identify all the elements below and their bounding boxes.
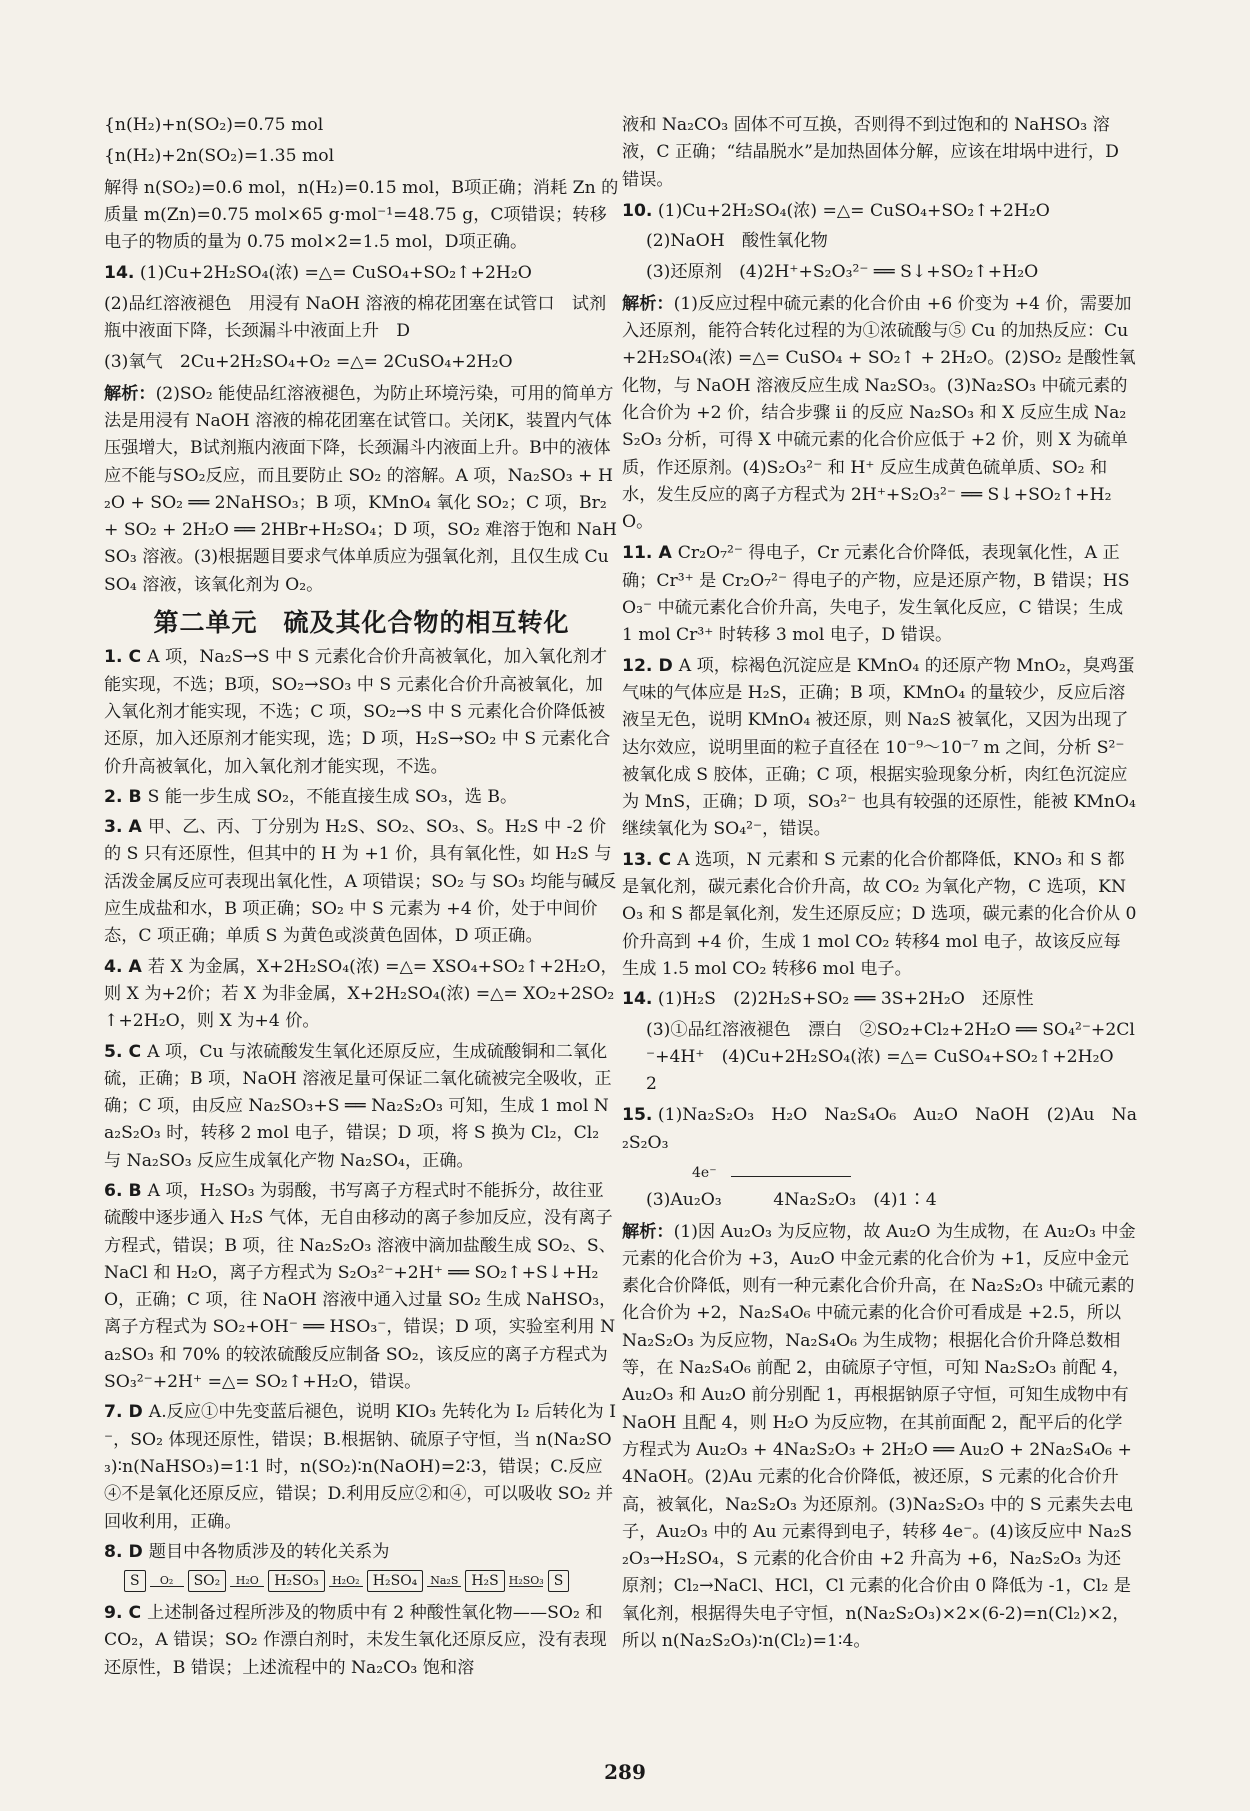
conversion-chain	[124, 1570, 619, 1592]
answer-part-3: (3)还原剂 (4)2H⁺+S₂O₃²⁻ ══ S↓+SO₂↑+H₂O	[646, 262, 1039, 283]
question-item-8	[104, 1539, 619, 1566]
question-item-6	[104, 1178, 619, 1396]
explanation: S 能一步生成 SO₂，不能直接生成 SO₃，选 B。	[147, 786, 518, 807]
chain-reagent: H₂O	[235, 1574, 259, 1588]
question-14-left	[104, 260, 619, 287]
explanation: A 项，H₂SO₃ 为弱酸，书写离子方程式时不能拆分，故往亚硫酸中逐步通入 H₂S 气体，无自由移动的离子参加反应，没有离子方程式，错误；B 项，往 Na₂S₂O₃ 溶液中滴加盐酸生成 SO₂、S、NaCl 和 H₂O，离子方程式为 S₂O₃²⁻+2H⁺ ══ SO₂↑+S↓+H₂O，正确；C 项，往 NaOH 溶液中通入过量 SO₂ 生成 NaHSO₃，离子方程式为 SO₂+OH⁻ ══ HSO₃⁻，错误；D 项，实验室利用 Na₂SO₃ 和 70% 的较浓硫酸反应制备 SO₂，该反应的离子方程式为 SO₃²⁻+2H⁺ =△= SO₂↑+H₂O，错误。	[104, 1180, 617, 1393]
answer-part-1: (1)Cu+2H₂SO₄(浓) =△= CuSO₄+SO₂↑+2H₂O	[139, 263, 532, 284]
chain-arrow	[329, 1575, 363, 1587]
question-14-right	[622, 986, 1137, 1013]
question-number: 14.	[104, 263, 135, 284]
answer-part-3: (3)氧气 2Cu+2H₂SO₄+O₂ =△= 2CuSO₄+2H₂O	[104, 352, 513, 373]
answer-choice: C	[128, 647, 142, 668]
solution-text: 解得 n(SO₂)=0.6 mol，n(H₂)=0.15 mol，B项正确；消耗 Zn 的质量 m(Zn)=0.75 mol×65 g·mol⁻¹=48.75 g，C项错误；转移电子的物质的量为 0.75 mol×2=1.5 mol，D项正确。	[104, 177, 619, 253]
chain-reagent: H₂SO₃	[508, 1574, 544, 1588]
explanation: Cr₂O₇²⁻ 得电子，Cr 元素化合价降低，表现氧化性，A 正确；Cr³⁺ 是 Cr₂O₇²⁻ 得电子的产物，应是还原产物，B 错误；HSO₃⁻ 中硫元素化合价升高，失电子，发生氧化反应，C 错误；生成 1 mol Cr³⁺ 时转移 3 mol 电子，D 错误。	[622, 543, 1130, 646]
chain-arrow	[509, 1575, 544, 1587]
analysis-block	[622, 291, 1137, 537]
explanation: 若 X 为金属，X+2H₂SO₄(浓) =△= XSO₄+SO₂↑+2H₂O，则 X 为+2价；若 X 为非金属，X+2H₂SO₄(浓) =△= XO₂+2SO₂↑+2H₂O，则 X 为+4 价。	[104, 956, 618, 1032]
question-number: 15.	[622, 1105, 653, 1126]
answer-choice: C	[128, 1603, 142, 1624]
question-number: 1.	[104, 647, 123, 668]
chain-arrow	[427, 1575, 461, 1587]
explanation: 甲、乙、丙、丁分别为 H₂S、SO₂、SO₃、S。H₂S 中 -2 价的 S 只有还原性，但其中的 H 为 +1 价，具有氧化性，如 H₂S 与活泼金属反应可表现出氧化性，A 项错误；SO₂ 与 SO₃ 均能与碱反应生成盐和水，B 项正确；SO₂ 中 S 元素为 +4 价，处于中间价态，C 项正确；单质 S 为黄色或淡黄色固体，D 项正确。	[104, 817, 617, 947]
chain-reagent: Na₂S	[430, 1574, 459, 1588]
question-item-5	[104, 1039, 619, 1175]
question-item-7	[104, 1399, 619, 1535]
question-item-12	[622, 653, 1137, 844]
equation-line-1: {n(H₂)+n(SO₂)=0.75 mol	[104, 115, 324, 135]
explanation: A 选项，N 元素和 S 元素的化合价都降低，KNO₃ 和 S 都是氧化剂，碳元素化合价升高，故 CO₂ 为氧化产物，C 选项，KNO₃ 和 S 都是氧化剂，发生还原反应；D 选项，碳元素的化合价从 0 价升高到 +4 价，生成 1 mol CO₂ 转移4 mol 电子，故该反应每生成 1.5 mol CO₂ 转移6 mol 电子。	[622, 849, 1137, 979]
answer-part-1: (1)Na₂S₂O₃ H₂O Na₂S₄O₆ Au₂O NaOH (2)Au Na₂S₂O₃	[622, 1105, 1137, 1153]
right-column	[622, 112, 1137, 1659]
electron-transfer-label	[692, 1160, 1137, 1187]
electron-transfer-bracket	[731, 1176, 851, 1177]
analysis-label: 解析：	[622, 293, 674, 314]
question-number: 3.	[104, 817, 123, 838]
question-number: 12.	[622, 655, 653, 676]
question-number: 11.	[622, 543, 653, 564]
reactant-label-2: 4Na₂S₂O₃ (4)1∶4	[773, 1190, 937, 1211]
answer-part-1: (1)Cu+2H₂SO₄(浓) =△= CuSO₄+SO₂↑+2H₂O	[657, 200, 1050, 221]
question-item-3	[104, 814, 619, 950]
chain-node: H₂SO₄	[367, 1570, 424, 1592]
electron-count: 4e⁻	[692, 1164, 717, 1181]
chain-reagent: H₂O₂	[332, 1574, 360, 1588]
continued-text: 液和 Na₂CO₃ 固体不可互换，否则得不到过饱和的 NaHSO₃ 溶液，C 正确；“结晶脱水”是加热固体分解，应该在坩埚中进行，D 错误。	[622, 115, 1119, 190]
question-item-1	[104, 644, 619, 780]
answer-choice: A	[128, 956, 142, 977]
answer-choice: D	[128, 1402, 143, 1423]
analysis-text: (2)SO₂ 能使品红溶液褪色，为防止环境污染，可用的简单方法是用浸有 NaOH 溶液的棉花团塞在试管口。关闭K，装置内气体压强增大，B试剂瓶内液面下降，长颈漏斗内液面上升。B中的液体应不能与SO₂反应，而且要防止 SO₂ 的溶解。A 项，Na₂SO₃ + H₂O + SO₂ ══ 2NaHSO₃；B 项，KMnO₄ 氧化 SO₂；C 项，Br₂ + SO₂ + 2H₂O ══ 2HBr+H₂SO₄；D 项，SO₂ 难溶于饱和 NaHSO₃ 溶液。(3)根据题目要求气体单质应为强氧化剂，且仅生成 CuSO₄ 溶液，该氧化剂为 O₂。	[104, 383, 617, 595]
question-number: 8.	[104, 1541, 123, 1562]
equation-line-2: {n(H₂)+2n(SO₂)=1.35 mol	[104, 146, 335, 167]
explanation: 题目中各物质涉及的转化关系为	[148, 1541, 390, 1562]
explanation: A 项，棕褐色沉淀应是 KMnO₄ 的还原产物 MnO₂，臭鸡蛋气味的气体应是 H₂S，正确；B 项，KMnO₄ 的量较少，反应后溶液呈无色，说明 KMnO₄ 被还原，则 Na₂S 被氧化，又因为出现了达尔效应，说明里面的粒子直径在 10⁻⁹～10⁻⁷ m 之间，分析 S²⁻ 被氧化成 S 胶体，正确；C 项，根据实验现象分析，肉红色沉淀应为 MnS，正确；D 项，SO₃²⁻ 也具有较强的还原性，能被 KMnO₄ 继续氧化为 SO₄²⁻，错误。	[622, 655, 1136, 840]
answer-choice: A	[128, 817, 142, 838]
answer-choice: C	[128, 1041, 142, 1062]
question-number: 10.	[622, 200, 653, 221]
answer-part-2: (2)NaOH 酸性氧化物	[646, 231, 828, 252]
page-number: 289	[604, 1760, 646, 1784]
question-item-4	[104, 954, 619, 1036]
question-number: 9.	[104, 1603, 123, 1624]
reactant-label: (3)Au₂O₃	[646, 1190, 722, 1211]
question-10	[622, 198, 1137, 225]
answer-choice: B	[128, 786, 142, 807]
question-number: 5.	[104, 1041, 123, 1062]
chain-reagent: O₂	[159, 1574, 174, 1588]
analysis-label: 解析：	[104, 383, 156, 404]
explanation: A 项，Na₂S→S 中 S 元素化合价升高被氧化，加入氧化剂才能实现，不选；B项，SO₂→SO₃ 中 S 元素化合价升高被氧化，加入氧化剂才能实现，不选；C 项，SO₂→S 中 S 元素化合价降低被还原，加入还原剂才能实现，选；D 项，H₂S→SO₂ 中 S 元素化合价升高被氧化，加入氧化剂才能实现，不选。	[104, 647, 611, 777]
question-item-9	[104, 1600, 619, 1682]
answer-part-2: (3)①品红溶液褪色 漂白 ②SO₂+Cl₂+2H₂O ══ SO₄²⁻+2Cl⁻+4H⁺ (4)Cu+2H₂SO₄(浓) =△= CuSO₄+SO₂↑+2H₂O 2	[646, 1019, 1135, 1095]
chain-node: H₂SO₃	[268, 1570, 325, 1592]
analysis-label: 解析：	[622, 1221, 674, 1242]
chain-node: SO₂	[188, 1570, 227, 1592]
question-number: 4.	[104, 956, 123, 977]
explanation: A.反应①中先变蓝后褪色，说明 KIO₃ 先转化为 I₂ 后转化为 I⁻，SO₂ 体现还原性，错误；B.根据钠、硫原子守恒，当 n(Na₂SO₃)∶n(NaHSO₃)=1∶1 时，n(SO₂)∶n(NaOH)=2∶3，错误；C.反应④不是氧化还原反应，错误；D.利用反应②和④，可以吸收 SO₂ 并回收利用，正确。	[104, 1402, 616, 1532]
explanation: A 项，Cu 与浓硫酸发生氧化还原反应，生成硫酸铜和二氧化硫，正确；B 项，NaOH 溶液足量可保证二氧化硫被完全吸收，正确；C 项，由反应 Na₂SO₃+S ══ Na₂S₂O₃ 可知，生成 1 mol Na₂S₂O₃ 时，转移 2 mol 电子，错误；D 项，将 S 换为 Cl₂，Cl₂ 与 Na₂SO₃ 反应生成氧化产物 Na₂SO₄，正确。	[104, 1041, 612, 1171]
answer-part-2	[622, 1187, 1137, 1214]
chain-node: S	[124, 1570, 146, 1592]
answer-part-1: (1)H₂S (2)2H₂S+SO₂ ══ 3S+2H₂O 还原性	[657, 989, 1034, 1010]
analysis-block	[622, 1219, 1137, 1656]
question-number: 7.	[104, 1402, 123, 1423]
answer-choice: A	[658, 543, 672, 564]
answer-part-2: (2)品红溶液褪色 用浸有 NaOH 溶液的棉花团塞在试管口 试剂瓶中液面下降，长颈漏斗中液面上升 D	[104, 293, 607, 342]
chain-arrow	[150, 1575, 184, 1587]
answer-choice: D	[128, 1541, 143, 1562]
analysis-block	[104, 381, 619, 599]
question-number: 2.	[104, 786, 123, 807]
chain-node: S	[548, 1570, 570, 1592]
question-number: 14.	[622, 989, 653, 1010]
question-item-2	[104, 784, 619, 811]
question-number: 6.	[104, 1180, 123, 1201]
analysis-text: (1)反应过程中硫元素的化合价由 +6 价变为 +4 价，需要加入还原剂，能符合转化过程的为①浓硫酸与⑤ Cu 的加热反应：Cu+2H₂SO₄(浓) =△= CuSO₄ + SO₂↑ + 2H₂O。(2)SO₂ 是酸性氧化物，与 NaOH 溶液反应生成 Na₂SO₃。(3)Na₂SO₃ 中硫元素的化合价为 +2 价，结合步骤 ii 的反应 Na₂SO₃ 和 X 反应生成 Na₂S₂O₃ 分析，可得 X 中硫元素的化合价应低于 +2 价，则 X 为硫单质，作还原剂。(4)S₂O₃²⁻ 和 H⁺ 反应生成黄色硫单质、SO₂ 和水，发生反应的离子方程式为 2H⁺+S₂O₃²⁻ ══ S↓+SO₂↑+H₂O。	[622, 293, 1136, 533]
analysis-text: (1)因 Au₂O₃ 为反应物，故 Au₂O 为生成物，在 Au₂O₃ 中金元素的化合价为 +3，Au₂O 中金元素的化合价为 +1，反应中金元素化合价降低，则有一种元素化合价升高，在 Na₂S₂O₃ 中硫元素的化合价为 +2，Na₂S₄O₆ 中硫元素的化合价可看成是 +2.5，所以 Na₂S₂O₃ 为反应物，Na₂S₄O₆ 为生成物；根据化合价升降总数相等，在 Na₂S₄O₆ 前配 2，由硫原子守恒，可知 Na₂S₂O₃ 前配 4，Au₂O₃ 和 Au₂O 前分别配 1，再根据钠原子守恒，可知生成物中有 NaOH 且配 4，则 H₂O 为反应物，在其前面配 2，配平后的化学方程式为 Au₂O₃ + 4Na₂S₂O₃ + 2H₂O ══ Au₂O + 2Na₂S₄O₆ + 4NaOH。(2)Au 元素的化合价降低，被还原，S 元素的化合价升高，被氧化，Na₂S₂O₃ 为还原剂。(3)Na₂S₂O₃ 中的 S 元素失去电子，Au₂O₃ 中的 Au 元素得到电子，转移 4e⁻。(4)该反应中 Na₂S₂O₃→H₂SO₄，S 元素的化合价由 +2 升高为 +6，Na₂S₂O₃ 为还原剂；Cl₂→NaCl、HCl，Cl 元素的化合价由 0 降低为 -1，Cl₂ 是氧化剂，根据得失电子守恒，n(Na₂S₂O₃)×2×(6-2)=n(Cl₂)×2，所以 n(Na₂S₂O₃)∶n(Cl₂)=1∶4。	[622, 1221, 1136, 1652]
left-column	[104, 112, 619, 1685]
answer-choice: C	[658, 849, 672, 870]
chain-node: H₂S	[465, 1570, 504, 1592]
question-item-11	[622, 540, 1137, 649]
question-number: 13.	[622, 849, 653, 870]
chain-arrow	[230, 1575, 264, 1587]
question-15	[622, 1102, 1137, 1157]
answer-choice: D	[658, 655, 673, 676]
explanation: 上述制备过程所涉及的物质中有 2 种酸性氧化物——SO₂ 和 CO₂，A 错误；SO₂ 作漂白剂时，未发生氧化还原反应，没有表现还原性，B 错误；上述流程中的 Na₂CO₃ 饱和溶	[104, 1603, 607, 1678]
question-item-13	[622, 847, 1137, 983]
answer-choice: B	[128, 1180, 142, 1201]
section-title: 第二单元 硫及其化合物的相互转化	[153, 608, 570, 638]
